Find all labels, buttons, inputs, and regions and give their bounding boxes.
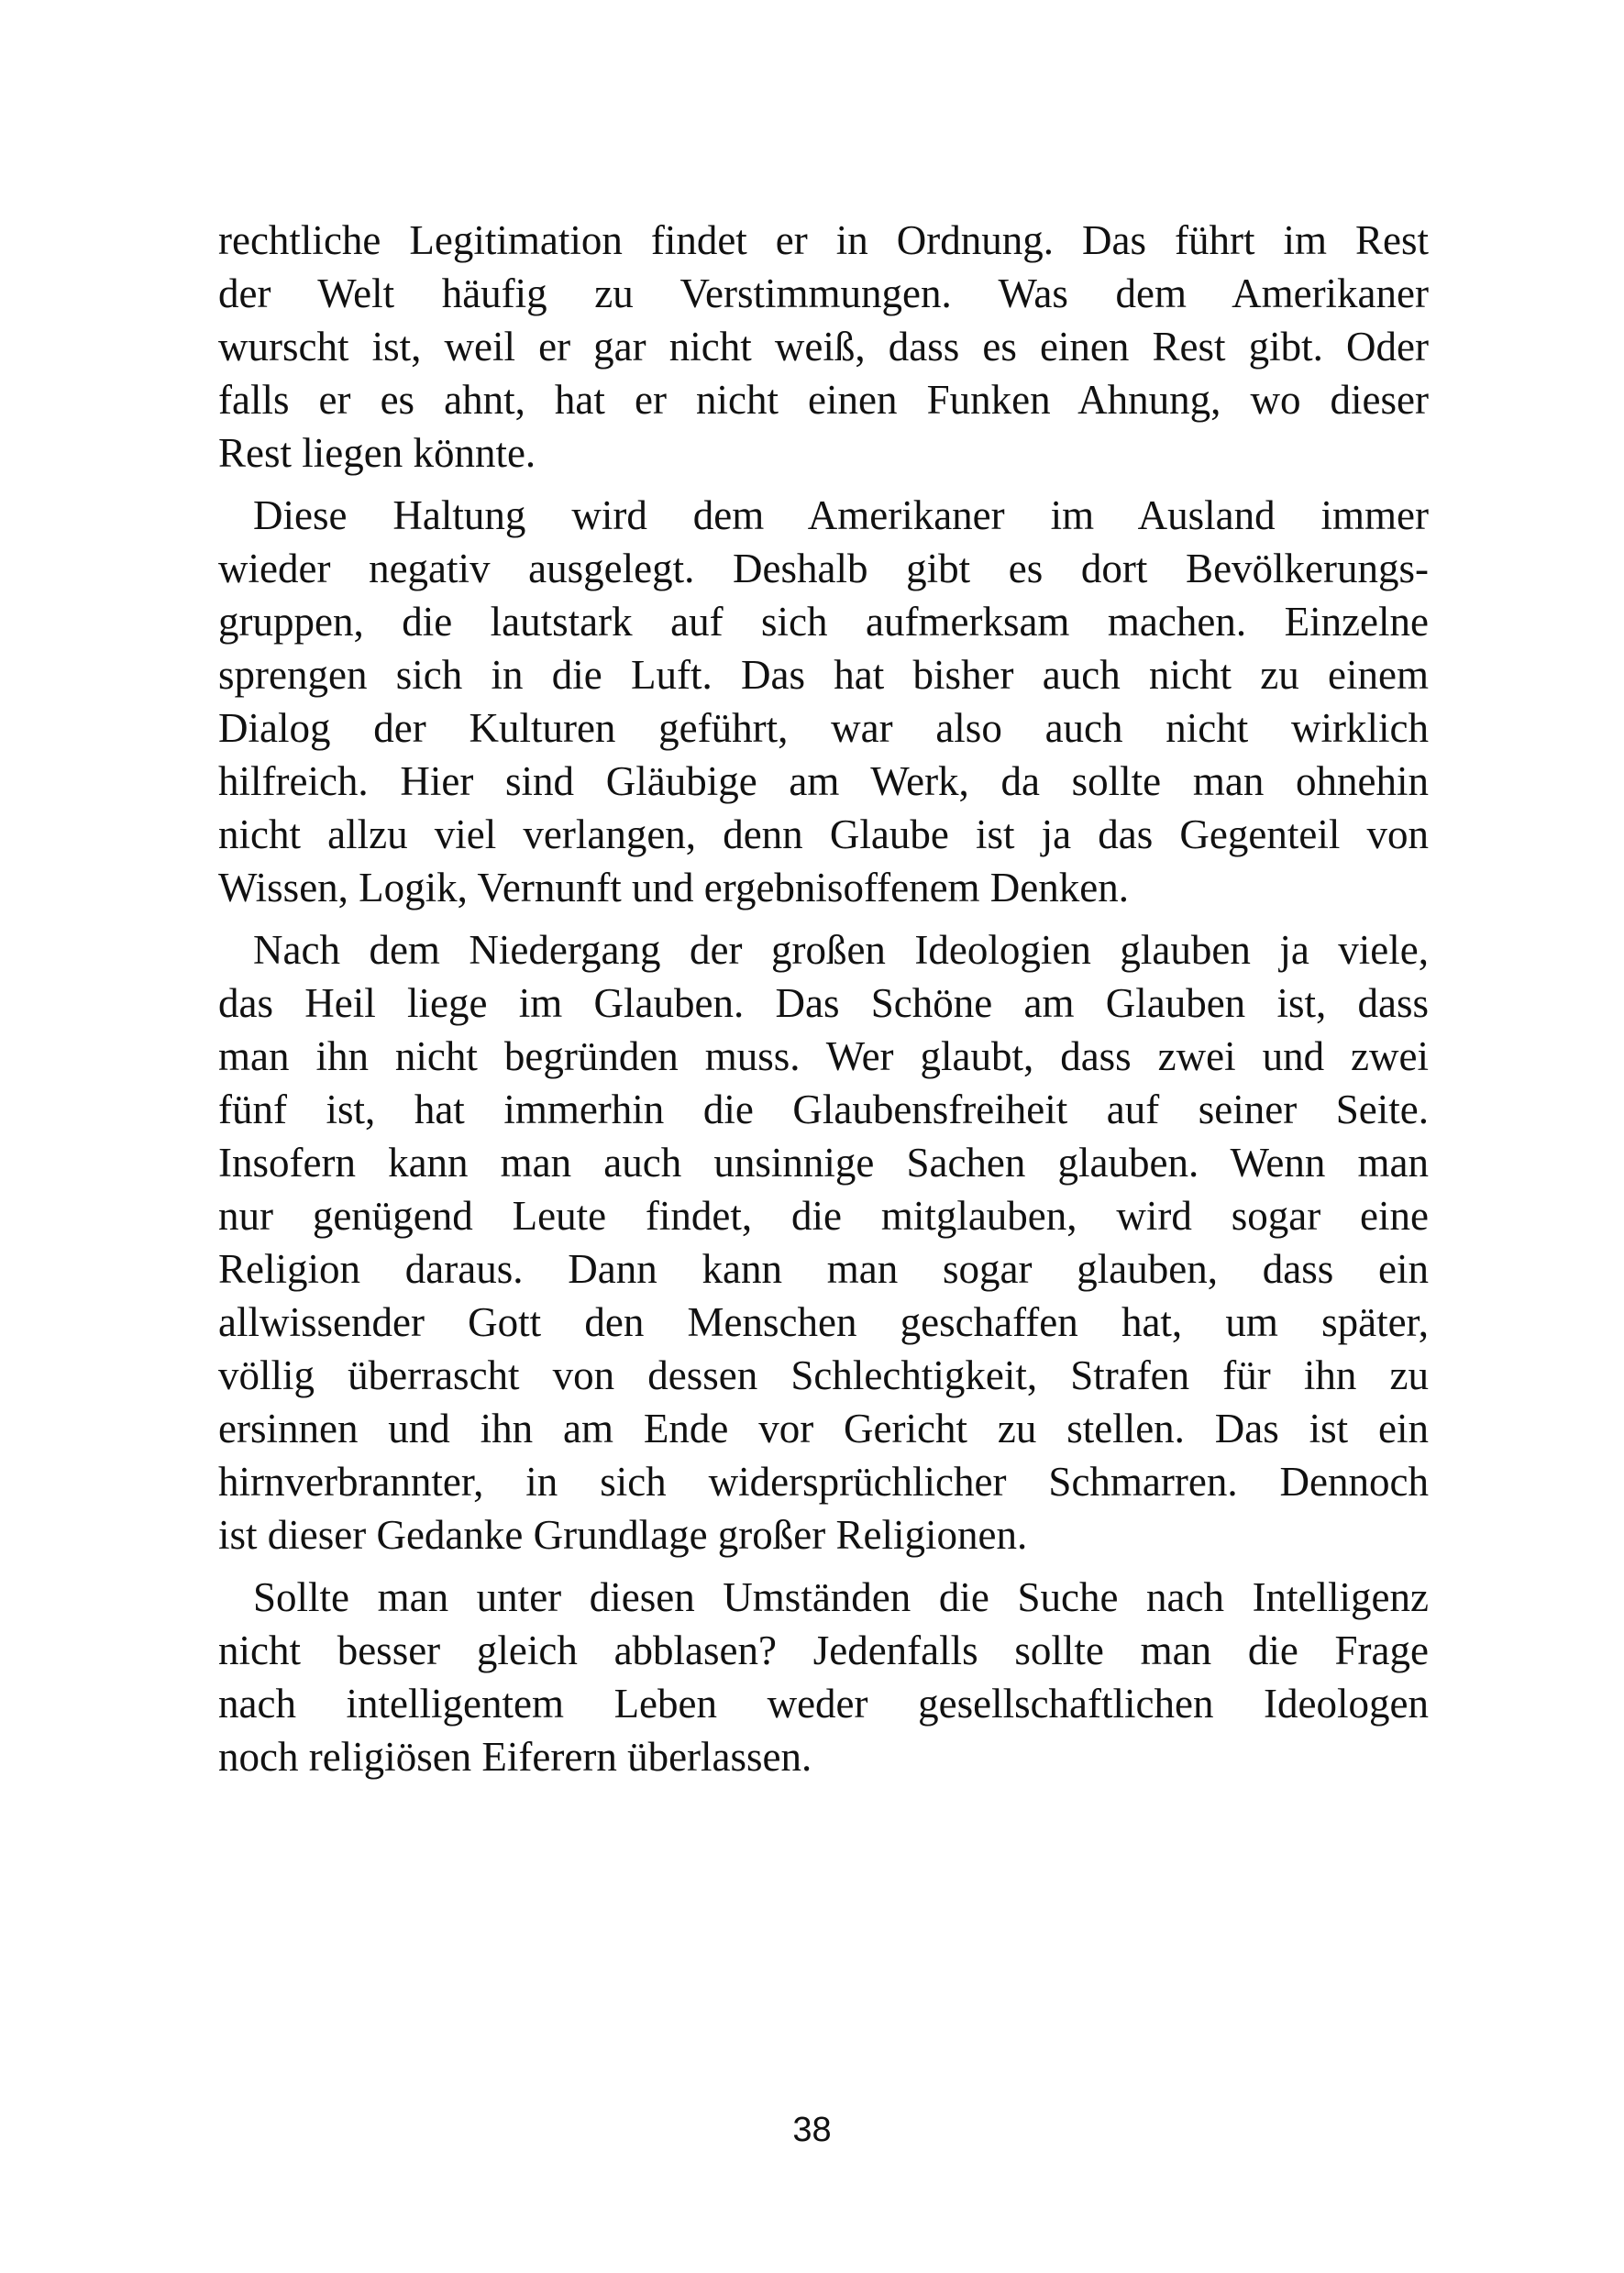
text-line: Rest liegen könnte. — [218, 430, 536, 476]
paragraph-1 — [218, 214, 1429, 480]
text-line: hirnverbrannter, in sich widersprüchlicher Schmarren. Dennoch — [218, 1459, 1429, 1505]
text-line: rechtliche Legitimation findet er in Ordnung. Das führt im Rest — [218, 217, 1429, 263]
text-line: hilfreich. Hier sind Gläubige am Werk, da sollte man ohnehin — [218, 758, 1429, 804]
paragraph-4 — [218, 1571, 1429, 1783]
text-line: völlig überrascht von dessen Schlechtigkeit, Strafen für ihn zu — [218, 1352, 1429, 1398]
text-line: nach intelligentem Leben weder gesellschaftlichen Ideologen — [218, 1681, 1429, 1727]
text-line: ist dieser Gedanke Grundlage großer Religionen. — [218, 1512, 1028, 1558]
text-line: wieder negativ ausgelegt. Deshalb gibt es dort Bevölkerungs- — [218, 546, 1429, 591]
text-line: Diese Haltung wird dem Amerikaner im Ausland immer — [253, 492, 1429, 538]
text-line: allwissender Gott den Menschen geschaffen hat, um später, — [218, 1299, 1429, 1345]
text-line: Wissen, Logik, Vernunft und ergebnisoffenem Denken. — [218, 865, 1129, 910]
text-line: ersinnen und ihn am Ende vor Gericht zu stellen. Das ist ein — [218, 1406, 1429, 1451]
text-line: nicht besser gleich abblasen? Jedenfalls sollte man die Frage — [218, 1628, 1429, 1673]
text-line: fünf ist, hat immerhin die Glaubensfreiheit auf seiner Seite. — [218, 1087, 1429, 1132]
text-line: man ihn nicht begründen muss. Wer glaubt, dass zwei und zwei — [218, 1033, 1429, 1079]
text-line: Dialog der Kulturen geführt, war also auch nicht wirklich — [218, 705, 1429, 751]
text-line: Insofern kann man auch unsinnige Sachen glauben. Wenn man — [218, 1140, 1429, 1186]
text-line: falls er es ahnt, hat er nicht einen Funken Ahnung, wo dieser — [218, 377, 1429, 423]
text-line: sprengen sich in die Luft. Das hat bisher auch nicht zu einem — [218, 652, 1429, 698]
paragraph-3 — [218, 923, 1429, 1561]
text-line: Nach dem Niedergang der großen Ideologien glauben ja viele, — [253, 927, 1429, 973]
text-line: Sollte man unter diesen Umständen die Suche nach Intelligenz — [253, 1574, 1429, 1620]
paragraph-2 — [218, 489, 1429, 914]
text-line: gruppen, die lautstark auf sich aufmerksam machen. Einzelne — [218, 599, 1429, 645]
body-text — [218, 214, 1429, 1793]
text-line: nur genügend Leute findet, die mitglauben, wird sogar eine — [218, 1193, 1429, 1239]
text-line: das Heil liege im Glauben. Das Schöne am Glauben ist, dass — [218, 980, 1429, 1026]
text-line: Religion daraus. Dann kann man sogar glauben, dass ein — [218, 1246, 1429, 1292]
text-line: der Welt häufig zu Verstimmungen. Was dem Amerikaner — [218, 270, 1429, 316]
text-line: nicht allzu viel verlangen, denn Glaube ist ja das Gegenteil von — [218, 811, 1429, 857]
text-line: noch religiösen Eiferern überlassen. — [218, 1734, 812, 1780]
page-number: 38 — [792, 2111, 832, 2149]
text-line: wurscht ist, weil er gar nicht weiß, dass es einen Rest gibt. Oder — [218, 324, 1429, 370]
